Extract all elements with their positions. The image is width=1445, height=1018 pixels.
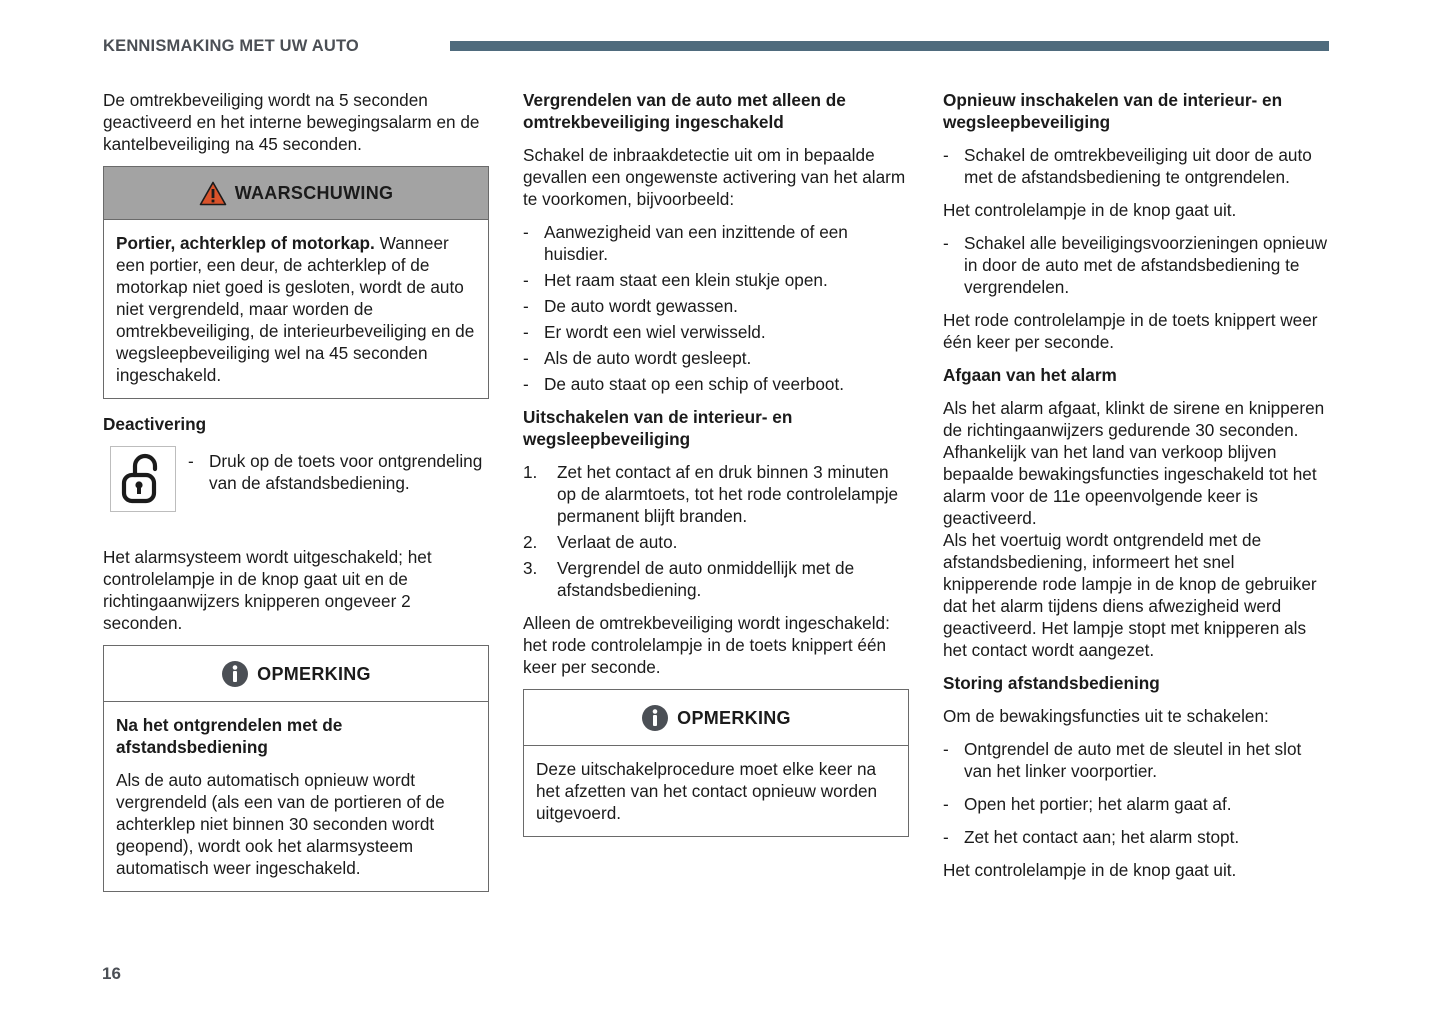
list-item: - Schakel de omtrekbeveiliging uit door de auto met de afstandsbediening te ontgrendelen. bbox=[943, 144, 1329, 188]
warning-triangle-icon bbox=[199, 181, 227, 206]
note-body bbox=[524, 746, 908, 836]
list-item: - Druk op de toets voor ontgrendeling van de afstandsbediening. bbox=[188, 450, 489, 494]
list-item: - Open het portier; het alarm gaat af. bbox=[943, 793, 1329, 815]
paragraph: Het rode controlelampje in de toets knippert weer één keer per seconde. bbox=[943, 310, 1318, 352]
warning-body bbox=[104, 220, 488, 398]
list-item: - De auto staat op een schip of veerboot. bbox=[523, 373, 909, 395]
note-text: Als de auto automatisch opnieuw wordt vergrendeld (als een van de portieren of de achterklep niet binnen 30 seconden wordt geopend), wordt ook het alarmsysteem automatisch weer ingeschakeld. bbox=[116, 770, 445, 878]
warning-text bbox=[116, 232, 476, 386]
header-bar bbox=[450, 41, 1329, 51]
deactivation-heading: Deactivering bbox=[103, 414, 207, 434]
list-item bbox=[523, 557, 909, 601]
list-item: - De auto wordt gewassen. bbox=[523, 295, 909, 317]
examples-list bbox=[523, 221, 909, 395]
step-text: Vergrendel de auto onmiddellijk met de afstandsbediening. bbox=[557, 558, 855, 600]
list-item: - Aanwezigheid van een inzittende of een huisdier. bbox=[523, 221, 909, 265]
steps-list bbox=[523, 461, 909, 601]
intro-paragraph: De omtrekbeveiliging wordt na 5 seconden geactiveerd en het interne bewegingsalarm en de kantelbeveiliging na 45 seconden. bbox=[103, 90, 480, 154]
paragraph: Afhankelijk van het land van verkoop blijven bepaalde bewakingsfuncties ingeschakeld tot het alarm voor de 11e opeenvolgende keer is geactiveerd. bbox=[943, 442, 1317, 528]
note-body bbox=[104, 702, 488, 891]
step-number: 2. bbox=[523, 532, 538, 552]
note-box bbox=[103, 645, 489, 892]
paragraph: Als het alarm afgaat, klinkt de sirene en knipperen de richtingaanwijzers gedurende 30 seconden. bbox=[943, 398, 1325, 440]
note-heading: Na het ontgrendelen met de afstandsbediening bbox=[116, 715, 343, 757]
warning-title: WAARSCHUWING bbox=[234, 183, 394, 203]
info-icon bbox=[221, 660, 249, 688]
bullet-list bbox=[943, 232, 1329, 298]
note-text: Deze uitschakelprocedure moet elke keer na het afzetten van het contact opnieuw worden uitgevoerd. bbox=[536, 759, 878, 823]
bullet-list bbox=[943, 738, 1329, 848]
warning-description: Wanneer een portier, een deur, de achterklep of de motorkap niet goed is gesloten, wordt de auto niet vergrendeld, maar worden de omtrekbeveiliging, de interieurbeveiliging en de wegsleepbeveiliging wel na 45 seconden ingeschakeld. bbox=[116, 233, 475, 385]
column-1 bbox=[103, 89, 489, 904]
page-number: 16 bbox=[102, 964, 121, 983]
deactivation-instruction bbox=[110, 446, 489, 512]
info-icon bbox=[641, 704, 669, 732]
list-item: - Het raam staat een klein stukje open. bbox=[523, 269, 909, 291]
section-heading: Uitschakelen van de interieur- en wegsleepbeveiliging bbox=[523, 407, 793, 449]
section-title: KENNISMAKING MET UW AUTO bbox=[103, 37, 359, 55]
section-heading: Storing afstandsbediening bbox=[943, 673, 1160, 693]
warning-lead: Portier, achterklep of motorkap. bbox=[116, 233, 375, 253]
bullet-list bbox=[943, 144, 1329, 188]
list-item bbox=[523, 531, 909, 553]
section-heading: Opnieuw inschakelen van de interieur- en wegsleepbeveiliging bbox=[943, 90, 1283, 132]
alarm-off-paragraph: Het alarmsysteem wordt uitgeschakeld; het controlelampje in de knop gaat uit en de richtingaanwijzers knipperen ongeveer 2 seconden. bbox=[103, 547, 432, 633]
warning-box bbox=[103, 166, 489, 399]
list-item: - Zet het contact aan; het alarm stopt. bbox=[943, 826, 1329, 848]
list-item: - Ontgrendel de auto met de sleutel in het slot van het linker voorportier. bbox=[943, 738, 1329, 782]
paragraph: Alleen de omtrekbeveiliging wordt ingeschakeld: het rode controlelampje in de toets knippert één keer per seconde. bbox=[523, 613, 890, 677]
open-padlock-icon bbox=[110, 446, 176, 512]
paragraph: Het controlelampje in de knop gaat uit. bbox=[943, 200, 1237, 220]
step-text: Verlaat de auto. bbox=[557, 532, 678, 552]
note-title: OPMERKING bbox=[257, 663, 371, 684]
step-number: 3. bbox=[523, 558, 538, 578]
note-header bbox=[104, 646, 488, 702]
step-number: 1. bbox=[523, 462, 538, 482]
list-item: - Er wordt een wiel verwisseld. bbox=[523, 321, 909, 343]
warning-header bbox=[104, 167, 488, 220]
note-box bbox=[523, 689, 909, 837]
deactivation-list bbox=[188, 450, 489, 512]
list-item bbox=[523, 461, 909, 527]
note-header bbox=[524, 690, 908, 746]
note-title: OPMERKING bbox=[677, 707, 791, 728]
paragraph: Het controlelampje in de knop gaat uit. bbox=[943, 860, 1237, 880]
list-item: - Als de auto wordt gesleept. bbox=[523, 347, 909, 369]
section-heading: Afgaan van het alarm bbox=[943, 365, 1117, 385]
column-2 bbox=[523, 89, 909, 849]
list-item: - Schakel alle beveiligingsvoorzieningen opnieuw in door de auto met de afstandsbediening te vergrendelen. bbox=[943, 232, 1329, 298]
paragraph: Als het voertuig wordt ontgrendeld met de afstandsbediening, informeert het snel knipperende rode lampje in de knop de gebruiker dat het alarm tijdens diens afwezigheid werd geactiveerd. Het lampje stopt met knipperen als het contact wordt aangezet. bbox=[943, 530, 1317, 660]
paragraph: Om de bewakingsfuncties uit te schakelen: bbox=[943, 706, 1269, 726]
section-heading: Vergrendelen van de auto met alleen de omtrekbeveiliging ingeschakeld bbox=[523, 90, 846, 132]
step-text: Zet het contact af en druk binnen 3 minuten op de alarmtoets, tot het rode controlelampje permanent blijft branden. bbox=[557, 462, 899, 526]
column-3 bbox=[943, 89, 1329, 892]
paragraph: Schakel de inbraakdetectie uit om in bepaalde gevallen een ongewenste activering van het alarm te voorkomen, bijvoorbeeld: bbox=[523, 145, 906, 209]
